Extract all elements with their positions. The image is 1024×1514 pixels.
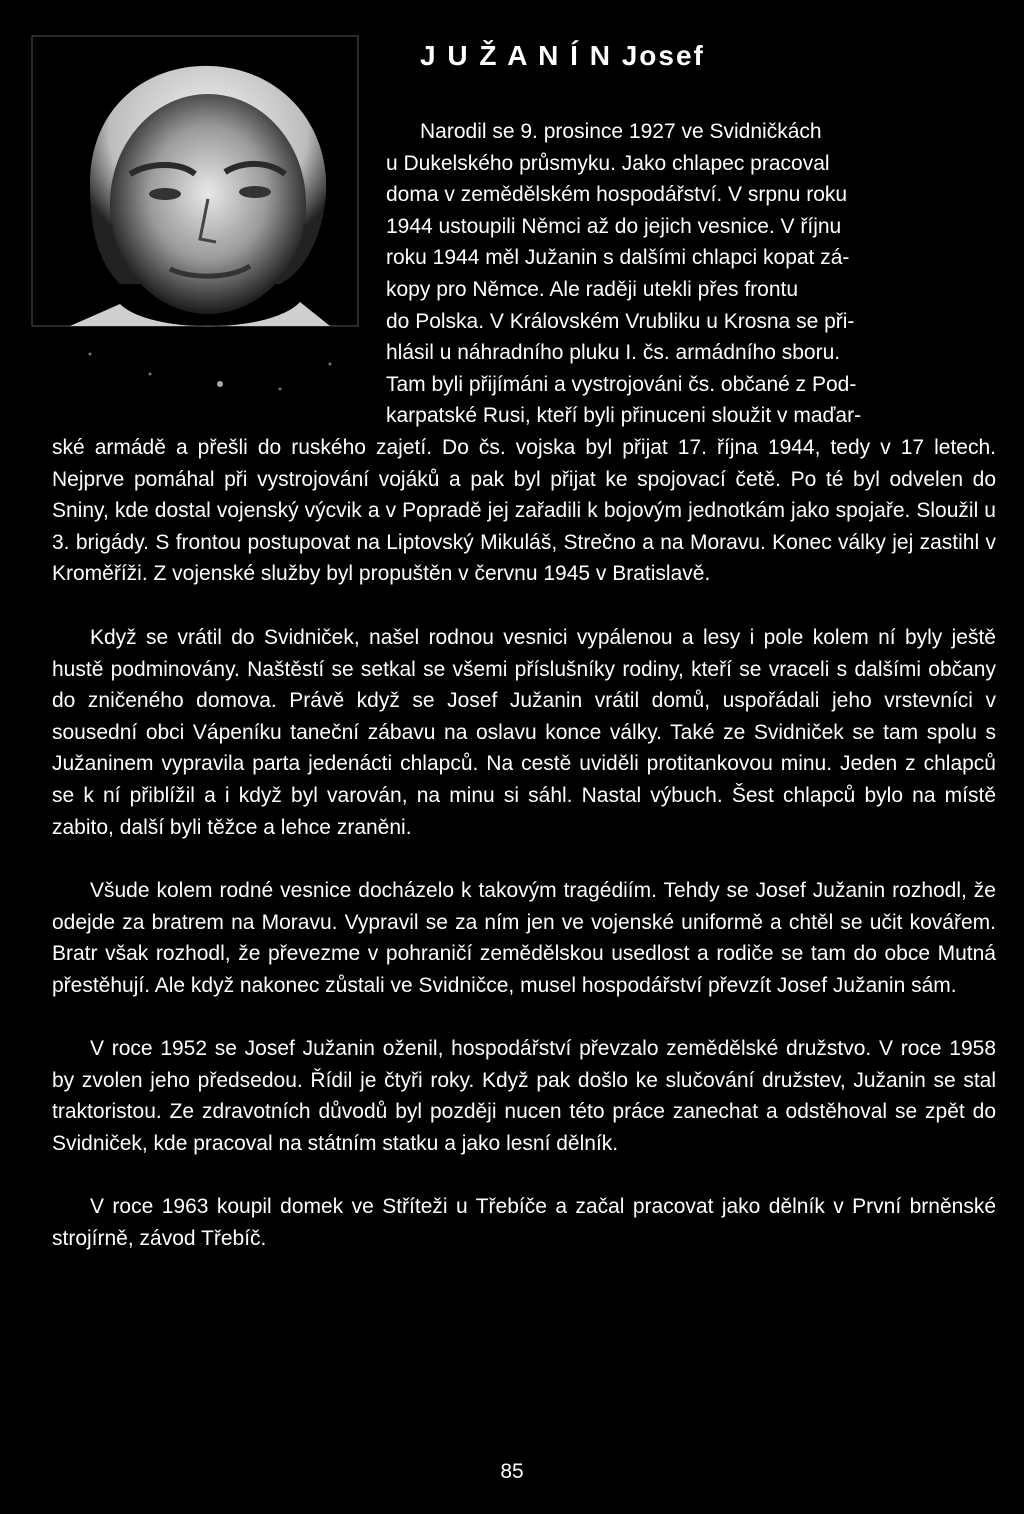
text-line: karpatské Rusi, kteří byli přinuceni sloužit v maďar- bbox=[386, 404, 862, 428]
text-line: doma v zemědělském hospodářství. V srpnu roku bbox=[386, 183, 848, 207]
text-line: kopy pro Němce. Ale raději utekli přes frontu bbox=[386, 277, 799, 301]
text-line: do Polska. V Královském Vrubliku u Krosna se při- bbox=[386, 309, 855, 333]
text-line: hlásil u náhradního pluku I. čs. armádního sboru. bbox=[386, 341, 841, 365]
text-line: 1944 ustoupili Němci až do jejich vesnice. V říjnu bbox=[386, 214, 842, 238]
page-number: 85 bbox=[500, 1460, 524, 1483]
text-line: u Dukelského průsmyku. Jako chlapec pracoval bbox=[386, 151, 830, 175]
page-title: J U Ž A N Í N Josef bbox=[420, 40, 705, 71]
portrait-image bbox=[30, 34, 360, 400]
text-line: Narodil se 9. prosince 1927 ve Svidničkách bbox=[420, 120, 822, 143]
paragraph-return-home: Když se vrátil do Svidniček, našel rodnou vesnici vypálenou a lesy i pole kolem ní byly ještě hustě podminovány. Naštěstí se setkal se všemi příslušníky rodiny, kteří se vraceli s dalšími občany do zničeného domova. Právě když se Josef Južanin vrátil domů, uspořádali jeho vrstevníci v sousední obci Vápeníku taneční zábavu na oslavu konce války. Také ze Svidniček se tam spolu s Južaninem vypravila parta jedenácti chlapců. Na cestě uviděli protitankovou minu. Jeden z chlapců se k ní přiblížil a i když byl varován, na minu si sáhl. Nastal výbuch. Šest chlapců bylo na místě zabito, další byli těžce a lehce zraněni. bbox=[52, 626, 996, 839]
paragraph-military-service: ské armádě a přešli do ruského zajetí. Do čs. vojska byl přijat 17. října 1944, tedy v 17 letech. Nejprve pomáhal při vystrojování vojáků a pak byl přijat ke spojovací četě. Po té byl odvelen do Sniny, kde dostal vojenský výcvik a v Popradě jej zařadili k bojovým jednotkám jako spojaře. Sloužil u 3. brigády. S frontou postupovat na Liptovský Mikuláš, Strečno a na Moravu. Konec války jej zastihl v Kroměříži. Z vojenské služby byl propuštěn v červnu 1945 v Bratislavě. bbox=[52, 436, 996, 586]
paragraph-cooperative: V roce 1952 se Josef Južanin oženil, hospodářství převzalo zemědělské družstvo. V roce 1958 by zvolen jeho předsedou. Řídil je čtyři roky. Když pak došlo ke slučování družstev, Južanin se stal traktoristou. Ze zdravotních důvodů byl později nucen této práce zanechat a odstěhoval se zpět do Svidniček, kde pracoval na státním statku a jako lesní dělník. bbox=[52, 1037, 996, 1155]
text-line: Tam byli přijímáni a vystrojováni čs. občané z Pod- bbox=[386, 372, 857, 396]
paragraph-trebic: V roce 1963 koupil domek ve Stříteži u Třebíče a začal pracovat jako dělník v První brněnské strojírně, závod Třebíč. bbox=[52, 1195, 996, 1250]
portrait-photo bbox=[30, 34, 360, 400]
paragraph-moving: Všude kolem rodné vesnice docházelo k takovým tragédiím. Tehdy se Josef Južanin rozhodl, že odejde za bratrem na Moravu. Vypravil se za ním jen ve vojenské uniformě a chtěl se učit kovářem. Bratr však rozhodl, že převezme v pohraničí zemědělskou usedlost a rodiče se tam do obce Mutná přestěhují. Ale když nakonec zůstali ve Svidničce, musel hospodářství převzít Josef Južanin sám. bbox=[52, 879, 996, 997]
text-line: roku 1944 měl Južanin s dalšími chlapci kopat zá- bbox=[386, 246, 850, 270]
intro-paragraph bbox=[386, 116, 996, 432]
